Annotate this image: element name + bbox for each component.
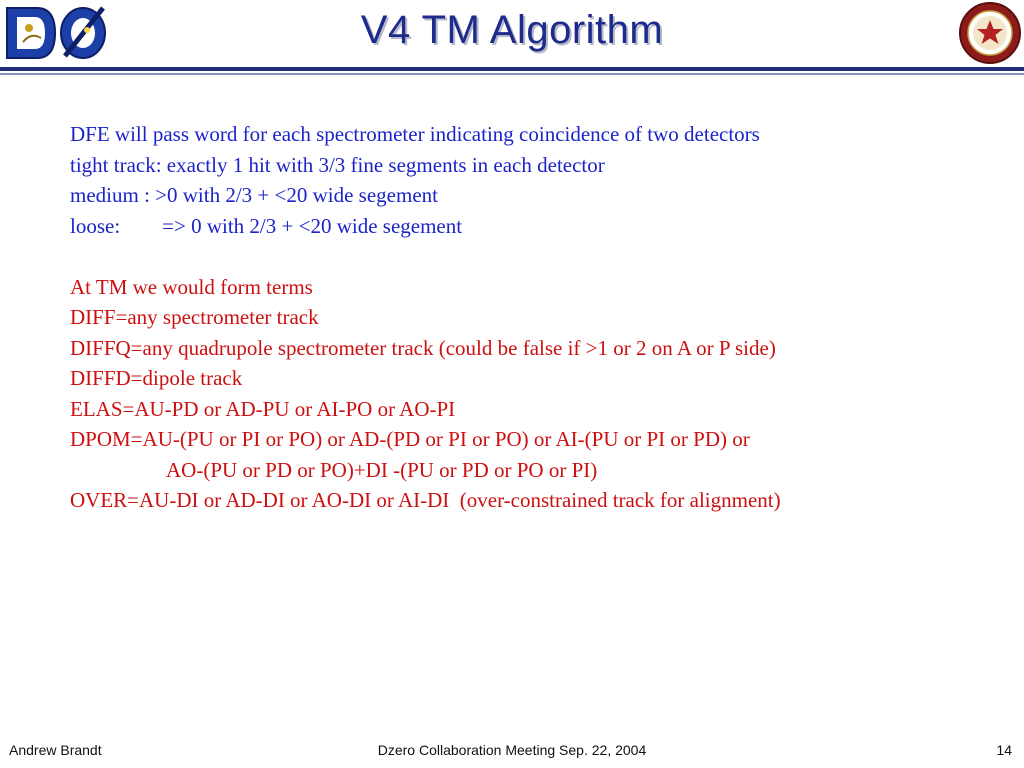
body-line: DFE will pass word for each spectrometer indicating coincidence of two detectors [70, 122, 760, 146]
body-line: OVER=AU-DI or AD-DI or AO-DI or AI-DI (over-constrained track for alignment) [70, 488, 781, 512]
body-line: DIFFD=dipole track [70, 366, 243, 390]
header-rule [0, 67, 1024, 71]
slide-title: V4 TM Algorithm [360, 8, 664, 52]
page-number: 14 [996, 742, 1012, 758]
body-line: DPOM=AU-(PU or PI or PO) or AD-(PD or PI or PO) or AI-(PU or PI or PD) or [70, 427, 750, 451]
body-line: loose: => 0 with 2/3 + <20 wide segement [70, 213, 463, 238]
body-line: ELAS=AU-PD or AD-PU or AI-PO or AO-PI [70, 396, 456, 421]
body-line: medium : >0 with 2/3 + <20 wide segement [70, 183, 438, 207]
body-line-continuation: AO-(PU or PD or PO)+DI -(PU or PD or PO or PI) [166, 457, 598, 482]
body-line: DIFF=any spectrometer track [70, 305, 319, 329]
spacer [70, 241, 1000, 272]
footer-meeting: Dzero Collaboration Meeting Sep. 22, 2004 [377, 742, 647, 758]
slide-body [70, 119, 1000, 516]
footer-author: Andrew Brandt [9, 742, 102, 758]
body-line: DIFFQ=any quadrupole spectrometer track (could be false if >1 or 2 on A or P side) [70, 335, 776, 360]
university-seal-icon [958, 1, 1022, 65]
body-line: At TM we would form terms [70, 274, 313, 299]
header-rule-secondary [0, 73, 1024, 75]
body-line: tight track: exactly 1 hit with 3/3 fine segments in each detector [70, 152, 605, 177]
